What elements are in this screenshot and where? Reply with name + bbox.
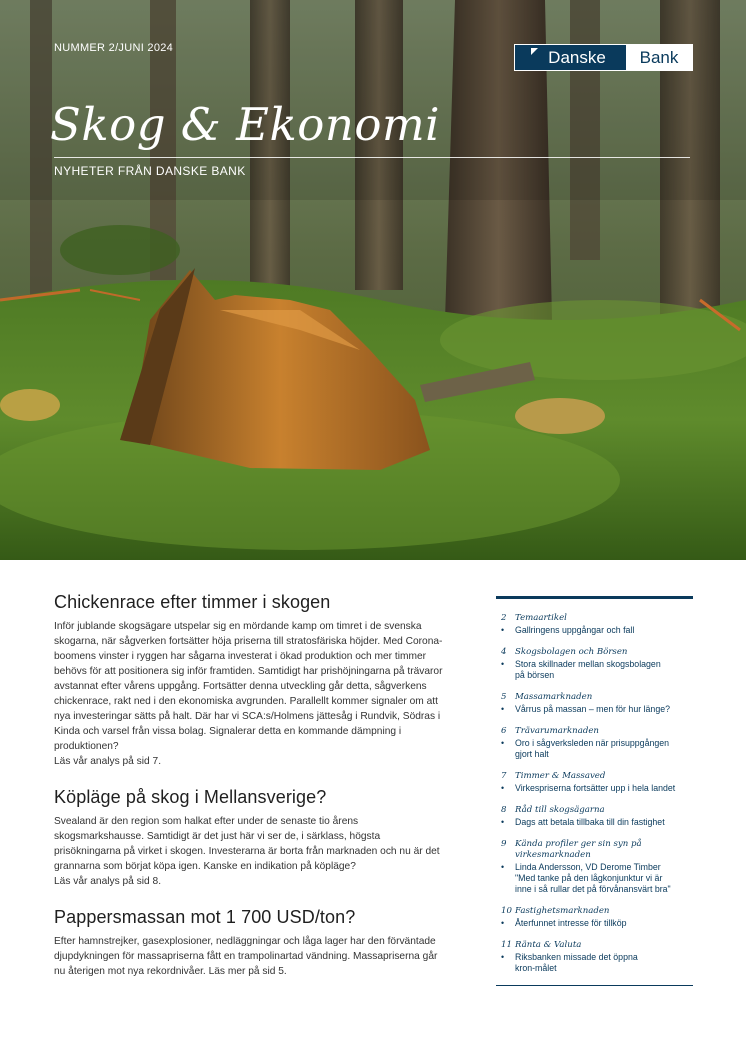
bullet-icon: •: [501, 704, 505, 714]
article-body: Inför jublande skogsägare utspelar sig en mördande kamp om timret i de svenska skogarna, när sågverken fortsätter höja priserna till stratosfäriska höjder. Med Corona-boomens vinster i ryggen har sågarna investerat i ökad produktion och mer timmer behövs för att positionera sig inför framtiden. Samtidigt har prishöjningarna på trävaror avstannat efter vårens uppgång. Fortsätter denna utveckling går detta, sågverkens chickenrace, rakt ned i den ekonomiska avgrunden. Parallellt kommer signaler om att nya investeringar sätts på halt. Där har vi SCA:s/Holmens jättesåg i Rundvik, Södras i Kinda och varsel från vissa bolag. Signalerar detta en kommande dämpning i produktionen? Läs vår analys på sid 7.: [54, 621, 443, 767]
article-forest-price: [54, 787, 448, 889]
toc-page-number: 11: [501, 940, 512, 950]
table-of-contents: [496, 596, 693, 986]
title-divider: [54, 157, 690, 158]
toc-item[interactable]: [496, 647, 693, 681]
toc-item[interactable]: [496, 771, 693, 794]
toc-description: Gallringens uppgångar och fall: [515, 625, 635, 635]
bullet-icon: •: [501, 783, 505, 793]
toc-description: Oro i sågverksleden när prisuppgången gjort halt: [515, 738, 670, 759]
toc-page-number: 4: [501, 647, 507, 657]
article-body: Svealand är den region som halkat efter under de senaste tio årens skogsmarkshausse. Samtidigt är det just här vi ser de, i särklass, högsta prisökningarna på virket i skogen. Investerarna är borta från marknaden och nu är det grannarna som börjat köpa igen. Kanske en indikation på köpläge? Läs vår analys på sid 8.: [54, 816, 440, 887]
bullet-icon: •: [501, 625, 505, 635]
bullet-icon: •: [501, 862, 505, 872]
toc-description: Vårrus på massan – men för hur länge?: [515, 704, 671, 714]
toc-description: Virkespriserna fortsätter upp i hela landet: [515, 783, 676, 793]
bullet-icon: •: [501, 952, 505, 962]
toc-section-title: Ränta & Valuta: [515, 940, 582, 950]
toc-section-title: Trävarumarknaden: [515, 726, 599, 736]
toc-description: Dags att betala tillbaka till din fastighet: [515, 817, 665, 827]
toc-section-title: Massamarknaden: [515, 692, 593, 702]
publication-subtitle: NYHETER FRÅN DANSKE BANK: [54, 164, 246, 178]
toc-item[interactable]: [496, 613, 693, 636]
bullet-icon: •: [501, 817, 505, 827]
toc-page-number: 2: [501, 613, 507, 623]
toc-description: Återfunnet intresse för tillköp: [515, 918, 627, 928]
toc-item[interactable]: [496, 906, 693, 929]
toc-item[interactable]: [496, 692, 693, 715]
toc-section-title: Råd till skogsägarna: [515, 805, 605, 815]
toc-item[interactable]: [496, 805, 693, 828]
logo-danske: Danske: [515, 45, 626, 70]
main-articles: [54, 592, 448, 997]
publication-title: Skog & Ekonomi: [50, 98, 441, 151]
danske-bank-logo: [514, 44, 693, 71]
toc-description: Stora skillnader mellan skogsbolagen på börsen: [515, 659, 661, 680]
toc-item[interactable]: [496, 726, 693, 760]
toc-page-number: 10: [501, 906, 512, 916]
toc-description: Linda Andersson, VD Derome Timber "Med tanke på den lågkonjunktur vi är inne i så rullar det på förvånansvärt bra": [515, 862, 671, 894]
article-heading: Köpläge på skog i Mellansverige?: [54, 787, 327, 807]
issue-label: NUMMER 2/JUNI 2024: [54, 42, 174, 54]
toc-section-title: Kända profiler ger sin syn på virkesmarknaden: [515, 839, 642, 860]
toc-item[interactable]: [496, 940, 693, 974]
article-heading: Chickenrace efter timmer i skogen: [54, 592, 331, 612]
toc-page-number: 8: [501, 805, 507, 815]
toc-page-number: 6: [501, 726, 507, 736]
article-ref: Läs vår analys på sid 7.: [54, 756, 162, 767]
toc-description: Riksbanken missade det öppna kron-målet: [515, 952, 638, 973]
toc-page-number: 5: [501, 692, 507, 702]
toc-list: [496, 613, 693, 974]
toc-item[interactable]: [496, 839, 693, 895]
toc-section-title: Timmer & Massaved: [515, 771, 606, 781]
article-ref: Läs vår analys på sid 8.: [54, 876, 162, 887]
logo-bank: Bank: [639, 47, 679, 67]
article-heading: Pappersmassan mot 1 700 USD/ton?: [54, 907, 356, 927]
article-body: Efter hamnstrejker, gasexplosioner, nedläggningar och låga lager har den förväntade djupdykningen för massapriserna fått en trampolinartad vändning. Massapriserna går nu återigen mot nya rekordnivåer. Läs mer på sid 5.: [54, 936, 438, 977]
article-pulp: [54, 907, 448, 979]
toc-top-rule: [496, 596, 693, 599]
article-timber: [54, 592, 448, 769]
toc-page-number: 7: [501, 771, 507, 781]
toc-section-title: Temaartikel: [515, 613, 567, 623]
bullet-icon: •: [501, 738, 505, 748]
toc-section-title: Fastighetsmarknaden: [515, 906, 610, 916]
bullet-icon: •: [501, 659, 505, 669]
toc-page-number: 9: [501, 839, 507, 849]
bullet-icon: •: [501, 918, 505, 928]
toc-section-title: Skogsbolagen och Börsen: [515, 647, 628, 657]
toc-bottom-rule: [496, 985, 693, 986]
